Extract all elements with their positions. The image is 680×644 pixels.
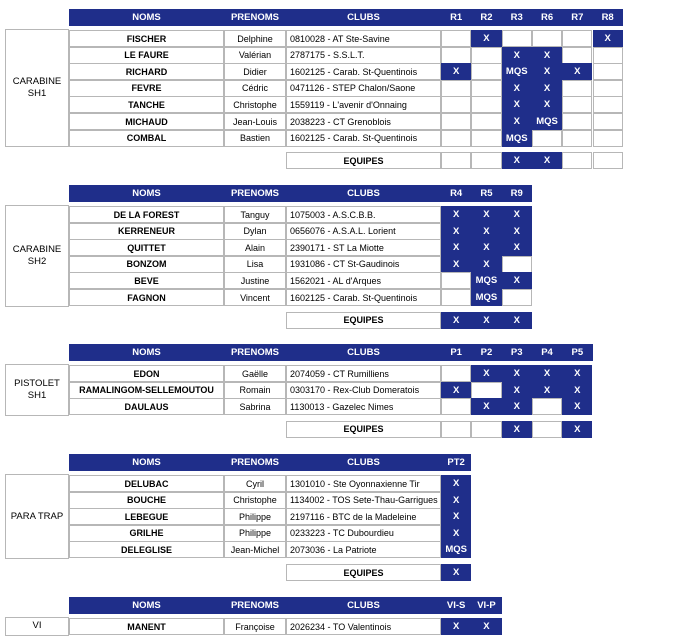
- selection-mark: [441, 113, 471, 130]
- selection-mark: X: [441, 618, 471, 635]
- header-clubs: CLUBS: [347, 347, 380, 358]
- header-prenoms: PRENOMS: [230, 188, 280, 199]
- team-mark: [441, 152, 471, 169]
- selection-mark: [471, 80, 501, 97]
- selection-mark: X: [532, 365, 562, 382]
- selection-mark: X: [441, 492, 471, 509]
- header-noms: NOMS: [132, 347, 161, 358]
- athlete-club: 0471126 - STEP Chalon/Saone: [286, 80, 441, 97]
- selection-mark: X: [471, 223, 501, 240]
- selection-mark: MQS: [532, 113, 562, 130]
- athlete-club: 1602125 - Carab. St-Quentinois: [286, 130, 441, 147]
- selection-mark: X: [441, 223, 471, 240]
- discipline-label: CARABINE SH2: [5, 205, 69, 307]
- athlete-nom: TANCHE: [69, 96, 224, 113]
- header-noms: NOMS: [132, 457, 161, 468]
- athlete-nom: LE FAURE: [69, 47, 224, 64]
- athlete-nom: BOUCHE: [69, 492, 224, 509]
- selection-mark: [441, 47, 471, 64]
- header-col-r1: R1: [450, 12, 463, 23]
- athlete-club: 2038223 - CT Grenoblois: [286, 113, 441, 130]
- athlete-nom: FAGNON: [69, 289, 224, 306]
- selection-mark: [441, 398, 471, 415]
- selection-mark: X: [471, 365, 501, 382]
- selection-mark: X: [502, 382, 532, 399]
- athlete-prenom: Dylan: [224, 223, 286, 240]
- selection-mark: X: [471, 239, 501, 256]
- athlete-nom: MICHAUD: [69, 113, 224, 130]
- header-col-r3: R3: [510, 12, 523, 23]
- selection-mark: [441, 30, 471, 47]
- selection-mark: X: [532, 96, 562, 113]
- selection-mark: X: [502, 365, 532, 382]
- discipline-label: VI: [5, 617, 69, 636]
- athlete-nom: GRILHE: [69, 525, 224, 542]
- selection-mark: X: [562, 398, 592, 415]
- athlete-club: 2074059 - CT Rumilliens: [286, 365, 441, 382]
- header-prenoms: PRENOMS: [230, 347, 280, 358]
- athlete-nom: RAMALINGOM-SELLEMOUTOU: [69, 382, 224, 399]
- selection-mark: MQS: [502, 130, 532, 147]
- athlete-nom: MANENT: [69, 618, 224, 635]
- athlete-prenom: Christophe: [224, 96, 286, 113]
- team-mark: X: [502, 152, 532, 169]
- selection-mark: MQS: [471, 272, 501, 289]
- selection-mark: [532, 130, 562, 147]
- selection-mark: X: [532, 63, 562, 80]
- athlete-prenom: Christophe: [224, 492, 286, 509]
- selection-mark: X: [593, 30, 623, 47]
- selection-mark: X: [502, 272, 532, 289]
- athlete-prenom: Jean-Louis: [224, 113, 286, 130]
- header-clubs: CLUBS: [347, 457, 380, 468]
- athlete-nom: DAULAUS: [69, 398, 224, 415]
- selection-mark: X: [441, 239, 471, 256]
- header-prenoms: PRENOMS: [230, 457, 280, 468]
- athlete-nom: LEBEGUE: [69, 508, 224, 525]
- selection-mark: [441, 365, 471, 382]
- selection-mark: X: [471, 398, 501, 415]
- team-mark: X: [502, 312, 532, 329]
- header-col-p3: P3: [510, 347, 523, 358]
- athlete-club: 1130013 - Gazelec Nimes: [286, 398, 441, 415]
- athlete-nom: COMBAL: [69, 130, 224, 147]
- selection-mark: [502, 30, 532, 47]
- athlete-prenom: Romain: [224, 382, 286, 399]
- athlete-prenom: Didier: [224, 63, 286, 80]
- selection-mark: X: [471, 618, 501, 635]
- discipline-label: CARABINE SH1: [5, 29, 69, 147]
- athlete-nom: FISCHER: [69, 30, 224, 47]
- athlete-club: 1134002 - TOS Sete-Thau-Garrigues: [286, 492, 441, 509]
- athlete-club: 1602125 - Carab. St-Quentinois: [286, 63, 441, 80]
- selection-mark: X: [562, 365, 592, 382]
- selection-mark: [593, 113, 623, 130]
- selection-mark: X: [502, 80, 532, 97]
- athlete-club: 0656076 - A.S.A.L. Lorient: [286, 223, 441, 240]
- selection-mark: X: [441, 475, 471, 492]
- athlete-prenom: Sabrina: [224, 398, 286, 415]
- selection-mark: X: [502, 239, 532, 256]
- athlete-club: 0810028 - AT Ste-Savine: [286, 30, 441, 47]
- athlete-club: 2073036 - La Patriote: [286, 541, 441, 558]
- selection-mark: X: [471, 206, 501, 223]
- selection-mark: [532, 30, 562, 47]
- athlete-nom: BEVE: [69, 272, 224, 289]
- team-mark: X: [471, 312, 501, 329]
- athlete-nom: RICHARD: [69, 63, 224, 80]
- selection-mark: X: [441, 508, 471, 525]
- header-col-r6: R6: [540, 12, 554, 23]
- equipes-label: EQUIPES: [286, 421, 441, 438]
- selection-mark: X: [502, 223, 532, 240]
- athlete-prenom: Françoise: [224, 618, 286, 635]
- selection-mark: X: [502, 113, 532, 130]
- selection-mark: X: [532, 47, 562, 64]
- athlete-prenom: Jean-Michel: [224, 541, 286, 558]
- athlete-club: 0303170 - Rex-Club Domeratois: [286, 382, 441, 399]
- team-mark: [471, 152, 501, 169]
- athlete-prenom: Justine: [224, 272, 286, 289]
- athlete-club: 2787175 - S.S.L.T.: [286, 47, 441, 64]
- header-col-p4: P4: [541, 347, 553, 358]
- selection-mark: [471, 113, 501, 130]
- header-noms: NOMS: [132, 600, 161, 611]
- athlete-prenom: Vincent: [224, 289, 286, 306]
- athlete-prenom: Cyril: [224, 475, 286, 492]
- header-noms: NOMS: [132, 12, 161, 23]
- selection-mark: [593, 96, 623, 113]
- header-col-r9: R9: [510, 188, 523, 199]
- athlete-prenom: Bastien: [224, 130, 286, 147]
- athlete-nom: DE LA FOREST: [69, 206, 224, 223]
- team-mark: X: [562, 421, 592, 438]
- header-col-r5: R5: [480, 188, 493, 199]
- selection-mark: [562, 30, 592, 47]
- athlete-prenom: Cédric: [224, 80, 286, 97]
- header-col-vi-s: VI-S: [446, 600, 466, 611]
- header-col-r8: R8: [601, 12, 614, 23]
- header-clubs: CLUBS: [347, 188, 380, 199]
- athlete-club: 1559119 - L'avenir d'Onnaing: [286, 96, 441, 113]
- athlete-prenom: Philippe: [224, 508, 286, 525]
- header-clubs: CLUBS: [347, 600, 380, 611]
- team-mark: [562, 152, 592, 169]
- header-col-p1: P1: [450, 347, 462, 358]
- selection-mark: X: [471, 30, 501, 47]
- selection-mark: [502, 289, 532, 306]
- selection-mark: [593, 80, 623, 97]
- selection-mark: X: [502, 96, 532, 113]
- header-col-r2: R2: [480, 12, 493, 23]
- selection-mark: [471, 63, 501, 80]
- team-mark: [471, 421, 501, 438]
- selection-mark: [441, 272, 471, 289]
- selection-mark: [441, 80, 471, 97]
- team-mark: [441, 421, 471, 438]
- equipes-label: EQUIPES: [286, 312, 441, 329]
- athlete-club: 2390171 - ST La Miotte: [286, 239, 441, 256]
- selection-mark: MQS: [471, 289, 501, 306]
- athlete-club: 2197116 - BTC de la Madeleine: [286, 508, 441, 525]
- selection-mark: MQS: [502, 63, 532, 80]
- athlete-prenom: Valérian: [224, 47, 286, 64]
- selection-mark: [502, 256, 532, 273]
- header-col-vi-p: VI-P: [477, 600, 496, 611]
- header-clubs: CLUBS: [347, 12, 380, 23]
- athlete-prenom: Delphine: [224, 30, 286, 47]
- athlete-prenom: Tanguy: [224, 206, 286, 223]
- athlete-club: 2026234 - TO Valentinois: [286, 618, 441, 635]
- header-prenoms: PRENOMS: [230, 12, 280, 23]
- selection-mark: X: [502, 398, 532, 415]
- header-col-p5: P5: [571, 347, 584, 358]
- athlete-nom: EDON: [69, 365, 224, 382]
- selection-mark: [593, 63, 623, 80]
- athlete-nom: DELUBAC: [69, 475, 224, 492]
- selection-mark: [593, 130, 623, 147]
- athlete-club: 1931086 - CT St-Gaudinois: [286, 256, 441, 273]
- selection-mark: X: [502, 47, 532, 64]
- athlete-club: 0233223 - TC Dubourdieu: [286, 525, 441, 542]
- equipes-label: EQUIPES: [286, 152, 441, 169]
- athlete-prenom: Gaëlle: [224, 365, 286, 382]
- selection-mark: [562, 80, 592, 97]
- equipes-label: EQUIPES: [286, 564, 441, 581]
- selection-mark: X: [562, 63, 592, 80]
- athlete-club: 1075003 - A.S.C.B.B.: [286, 206, 441, 223]
- discipline-label: PARA TRAP: [5, 474, 69, 559]
- selection-mark: X: [441, 63, 471, 80]
- header-col-r7: R7: [571, 12, 584, 23]
- athlete-nom: KERRENEUR: [69, 223, 224, 240]
- athlete-prenom: Philippe: [224, 525, 286, 542]
- athlete-nom: BONZOM: [69, 256, 224, 273]
- athlete-nom: FEVRE: [69, 80, 224, 97]
- selection-mark: [441, 130, 471, 147]
- selection-mark: [593, 47, 623, 64]
- selection-mark: X: [471, 256, 501, 273]
- team-mark: X: [502, 421, 532, 438]
- selection-mark: X: [532, 382, 562, 399]
- selection-mark: [471, 130, 501, 147]
- selection-mark: [562, 113, 592, 130]
- athlete-nom: QUITTET: [69, 239, 224, 256]
- athlete-prenom: Lisa: [224, 256, 286, 273]
- header-noms: NOMS: [132, 188, 161, 199]
- selection-mark: [471, 382, 501, 399]
- selection-mark: X: [562, 382, 592, 399]
- selection-mark: X: [441, 525, 471, 542]
- athlete-club: 1301010 - Ste Oyonnaxienne Tir: [286, 475, 441, 492]
- header-prenoms: PRENOMS: [230, 600, 280, 611]
- team-mark: [532, 421, 562, 438]
- selection-mark: [562, 130, 592, 147]
- selection-mark: [532, 398, 562, 415]
- athlete-club: 1602125 - Carab. St-Quentinois: [286, 289, 441, 306]
- header-col-p2: P2: [480, 347, 493, 358]
- selection-mark: [471, 96, 501, 113]
- selection-mark: [562, 47, 592, 64]
- selection-mark: X: [441, 206, 471, 223]
- team-mark: X: [441, 312, 471, 329]
- header-col-r4: R4: [450, 188, 463, 199]
- selection-mark: [562, 96, 592, 113]
- team-mark: X: [532, 152, 562, 169]
- header-col-pt2: PT2: [447, 457, 465, 468]
- athlete-nom: DELEGLISE: [69, 541, 224, 558]
- athlete-club: 1562021 - AL d'Arques: [286, 272, 441, 289]
- selection-mark: [471, 47, 501, 64]
- discipline-label: PISTOLET SH1: [5, 364, 69, 416]
- selection-mark: X: [502, 206, 532, 223]
- selection-mark: MQS: [441, 541, 471, 558]
- selection-mark: [441, 289, 471, 306]
- selection-mark: X: [532, 80, 562, 97]
- selection-mark: [441, 96, 471, 113]
- team-mark: [593, 152, 623, 169]
- team-mark: X: [441, 564, 471, 581]
- selection-mark: X: [441, 256, 471, 273]
- athlete-prenom: Alain: [224, 239, 286, 256]
- selection-mark: X: [441, 382, 471, 399]
